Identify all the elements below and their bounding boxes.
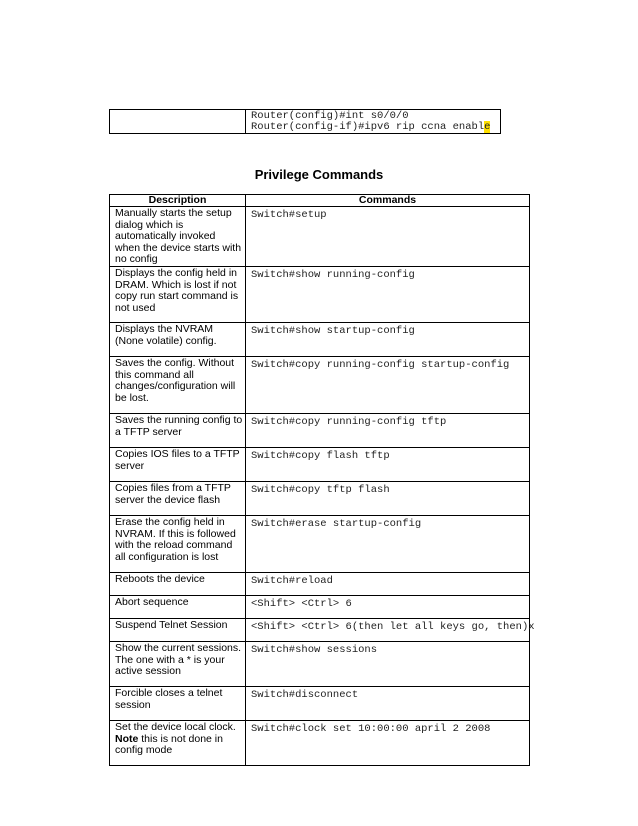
description-cell: Saves the running config to a TFTP server: [110, 413, 246, 447]
command-cell: Switch#copy running-config tftp: [246, 413, 530, 447]
command-cell: Switch#disconnect: [246, 686, 530, 720]
description-cell: Copies files from a TFTP server the device flash: [110, 481, 246, 515]
command-cell: Switch#copy tftp flash: [246, 481, 530, 515]
table-row: [110, 413, 530, 447]
command-cell: <Shift> <Ctrl> 6: [246, 595, 530, 618]
previous-command-table: [109, 109, 501, 134]
description-cell: Manually starts the setup dialog which is automatically invoked when the device starts with no config: [110, 207, 246, 267]
table-row: [110, 266, 530, 322]
description-cell: Abort sequence: [110, 595, 246, 618]
table-row: [110, 595, 530, 618]
table-row: [110, 720, 530, 765]
table-row: [110, 641, 530, 686]
note-label: Note: [115, 732, 139, 745]
command-cell: Switch#show startup-config: [246, 322, 530, 356]
description-cell: Show the current sessions. The one with a * is your active session: [110, 641, 246, 686]
table-row: [110, 686, 530, 720]
table-row: [110, 572, 530, 595]
table-row: [110, 207, 530, 267]
header-description: Description: [110, 195, 246, 207]
command-cell: Switch#show sessions: [246, 641, 530, 686]
command-cell: [246, 110, 501, 134]
command-cell: Switch#copy flash tftp: [246, 447, 530, 481]
command-text: Router(config-if)#ipv6 rip ccna enabl: [251, 121, 485, 133]
table-row: [110, 356, 530, 413]
table-row: [110, 481, 530, 515]
description-cell: Displays the NVRAM (None volatile) config.: [110, 322, 246, 356]
command-cell: <Shift> <Ctrl> 6(then let all keys go, then)x: [246, 618, 530, 641]
description-cell: Displays the config held in DRAM. Which is lost if not copy run start command is not used: [110, 266, 246, 322]
highlighted-text: e: [484, 121, 491, 133]
table-row: [110, 110, 501, 134]
section-title: Privilege Commands: [254, 167, 384, 182]
description-text: Set the device local clock.: [115, 720, 236, 733]
description-cell: Saves the config. Without this command all changes/configuration will be lost.: [110, 356, 246, 413]
command-cell: Switch#show running-config: [246, 266, 530, 322]
table-row: [110, 515, 530, 572]
empty-cell: [110, 110, 246, 134]
command-cell: Switch#reload: [246, 572, 530, 595]
command-cell: Switch#erase startup-config: [246, 515, 530, 572]
description-cell: Erase the config held in NVRAM. If this is followed with the reload command all configuration is lost: [110, 515, 246, 572]
command-line: [251, 122, 498, 133]
table-row: [110, 618, 530, 641]
command-cell: Switch#clock set 10:00:00 april 2 2008: [246, 720, 530, 765]
privilege-commands-table: [109, 194, 535, 766]
table-row: [110, 447, 530, 481]
command-cell: Switch#setup: [246, 207, 530, 267]
header-row: [110, 195, 530, 207]
description-text: this is not done in config mode: [115, 732, 223, 757]
table-row: [110, 322, 530, 356]
description-cell: Suspend Telnet Session: [110, 618, 246, 641]
command-cell: Switch#copy running-config startup-config: [246, 356, 530, 413]
description-cell: [110, 720, 246, 765]
command-line: Router(config)#int s0/0/0: [251, 110, 409, 122]
header-commands: Commands: [246, 195, 530, 207]
description-cell: Copies IOS files to a TFTP server: [110, 447, 246, 481]
description-cell: Reboots the device: [110, 572, 246, 595]
description-cell: Forcible closes a telnet session: [110, 686, 246, 720]
